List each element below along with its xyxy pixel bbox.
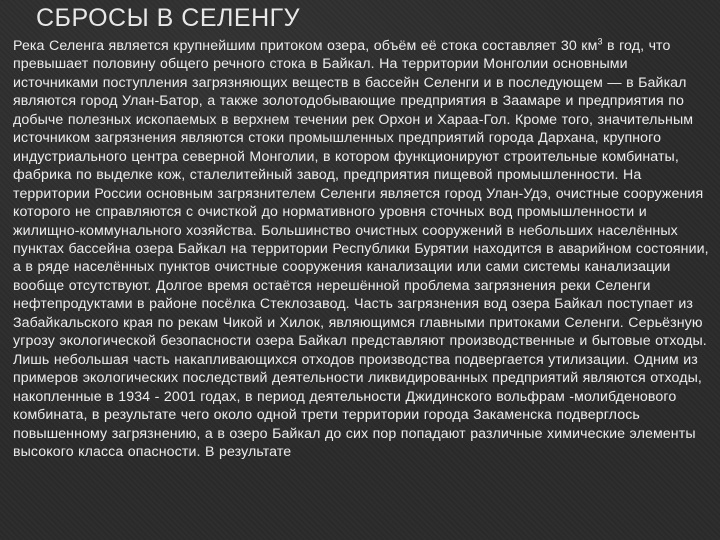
slide-body-text [13, 37, 710, 461]
body-text-part-1: Река Селенга является крупнейшим притоком озера, объём её стока составляет 30 км [13, 38, 598, 54]
slide-title: СБРОСЫ В СЕЛЕНГУ [36, 4, 301, 32]
body-text-part-2: в год, что превышает половину общего речного стока в Байкал. На территории Монголии основными источниками поступления загрязняющих веществ в бассейн Селенги и в последующем — в Байкал являются город Улан-Батор, а также золотодобывающие предприятия в Заамаре и предприятия по добыче полезных ископаемых в верхнем течении рек Орхон и Хараа-Гол. Кроме того, значительным источником загрязнения являются стоки промышленных предприятий города Дархана, крупного индустриального центра северной Монголии, в котором функционируют строительные комбинаты, фабрика по выделке кож, сталелитейный завод, предприятия пищевой промышленности. На территории России основным загрязнителем Селенги является город Улан-Удэ, очистные сооружения которого не справляются с очисткой до нормативного уровня сточных вод промышленности и жилищно-коммунального хозяйства. Большинство очистных сооружений в небольших населённых пунктах бассейна озера Байкал на территории Республики Бурятии находится в аварийном состоянии, а в ряде населённых пунктов очистные сооружения канализации или сами системы канализации вообще отсутствуют. Долгое время остаётся нерешённой проблема загрязнения реки Селенги нефтепродуктами в районе посёлка Стеклозавод. Часть загрязнения вод озера Байкал поступает из Забайкальского края по рекам Чикой и Хилок, являющимся главными притоками Селенги. Серьёзную угрозу экологической безопасности озера Байкал представляют производственные и бытовые отходы. Лишь небольшая часть накапливающихся отходов производства подвергается утилизации. Одним из примеров экологических последствий деятельности ликвидированных предприятий являются отходы, накопленные в 1934 - 2001 годах, в период деятельности Джидинского вольфрам -молибденового комбината, в результате чего около одной трети территории города Закаменска подверглось повышенному загрязнению, а в озеро Байкал до сих пор попадают различные химические элементы высокого класса опасности. В результате [13, 38, 709, 460]
superscript-cubic: 3 [597, 36, 603, 47]
